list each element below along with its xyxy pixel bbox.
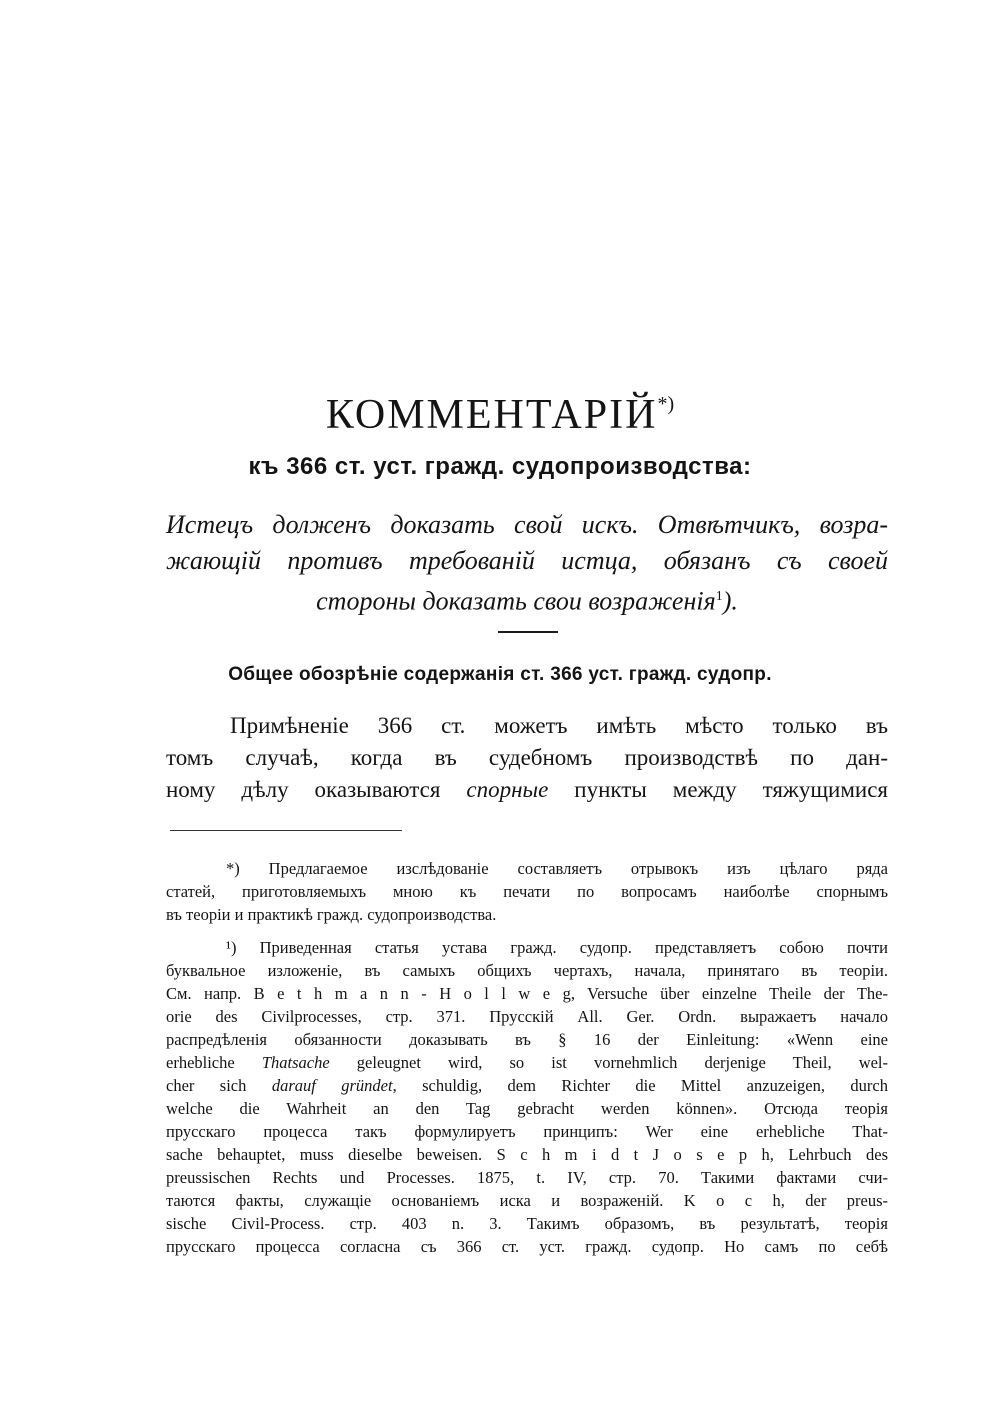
footnote-ref-1: 1 (715, 589, 723, 604)
footnote-line: sache behauptet, muss dieselbe beweisen. S c h m i d t J o s e p h, Lehrbuch des (166, 1145, 888, 1164)
footnote-text: Приведенная статья устава гражд. судопр. представляетъ собою почти (259, 938, 888, 957)
body-line (166, 774, 888, 806)
footnote-text: , schuldig, dem Richter die Mittel anzuzeigen, durch (392, 1076, 888, 1095)
body-paragraph (166, 710, 888, 806)
page-title (0, 378, 1000, 441)
title-footnote-mark: *) (657, 393, 675, 415)
body-line: томъ случаѣ, когда въ судебномъ производствѣ по дан- (166, 745, 888, 770)
footnote-line: preussischen Rechts und Processes. 1875, t. IV, стр. 70. Такими фактами счи- (166, 1168, 888, 1187)
body-text: пункты между тяжущимися (574, 777, 888, 802)
title-text: КОММЕНТАРІЙ (325, 392, 658, 438)
footnote-marker: *) (226, 859, 240, 878)
footnote-line: orie des Civilprocesses, стр. 371. Прусскій All. Ger. Ordn. выражаетъ начало (166, 1007, 888, 1026)
footnote-line (166, 1051, 888, 1074)
statute-quote (166, 507, 888, 620)
body-emphasis: спорные (466, 777, 549, 802)
footnote-line: въ теоріи и практикѣ гражд. судопроизводства. (166, 905, 497, 924)
footnote-line: welche die Wahrheit an den Tag gebracht werden können». Отсюда теорія (166, 1099, 888, 1118)
footnote-text: cher sich (166, 1076, 247, 1095)
footnote-star (166, 857, 888, 926)
statute-quote-text: стороны доказать свои возраженія (316, 586, 716, 616)
footnote-emphasis: Thatsache (261, 1053, 330, 1072)
footnote-line: таются факты, служащіе основаніемъ иска и возраженій. K o c h, der preus- (166, 1191, 888, 1210)
footnote-text: geleugnet wird, so ist vornehmlich derjenige Theil, wel- (356, 1053, 889, 1072)
section-heading: Общее обозрѣніе содержанія ст. 366 уст. гражд. судопр. (228, 664, 772, 685)
footnote-line (166, 857, 888, 880)
footnote-line (166, 1074, 888, 1097)
footnote-line: распредѣленія обязанности доказывать въ § 16 der Einleitung: «Wenn eine (166, 1030, 888, 1049)
footnote-text: erhebliche (166, 1053, 235, 1072)
footnote-line: прусскаго процесса согласна съ 366 ст. уст. гражд. судопр. Но самъ по себѣ (166, 1237, 888, 1256)
footnote-separator (170, 830, 402, 831)
footnote-line (166, 936, 888, 959)
statute-quote-close: ). (722, 586, 738, 616)
footnote-1 (166, 936, 888, 1258)
footnote-line: sische Civil-Process. стр. 403 n. 3. Такимъ образомъ, въ результатѣ, теорія (166, 1214, 888, 1233)
footnote-line: прусскаго процесса такъ формулируетъ принципъ: Wer eine erhebliche That- (166, 1122, 888, 1141)
footnote-emphasis: darauf gründet (271, 1076, 393, 1095)
footnote-line: статей, приготовляемыхъ мною къ печати по вопросамъ наиболѣе спорнымъ (166, 882, 888, 901)
statute-quote-line: жающій противъ требованій истца, обязанъ съ своей (166, 546, 888, 575)
footnote-line: См. напр. B e t h m a n n - H o l l w e g, Versuche über einzelne Theile der The- (166, 984, 888, 1003)
footnote-text: Предлагаемое изслѣдованіе составляетъ отрывокъ изъ цѣлаго ряда (268, 859, 889, 878)
section-divider (498, 631, 558, 633)
subtitle: къ 366 ст. уст. гражд. судопроизводства: (248, 453, 752, 480)
statute-quote-last-line (166, 579, 888, 620)
statute-quote-line: Истецъ долженъ доказать свой искъ. Отвѣтчикъ, возра- (166, 510, 888, 539)
body-text: ному дѣлу оказываются (166, 777, 441, 802)
footnote-marker: ¹) (226, 938, 237, 957)
footnote-line: буквальное изложеніе, въ самыхъ общихъ чертахъ, начала, принятаго въ теоріи. (166, 961, 888, 980)
body-line: Примѣненіе 366 ст. можетъ имѣть мѣсто только въ (230, 713, 888, 738)
